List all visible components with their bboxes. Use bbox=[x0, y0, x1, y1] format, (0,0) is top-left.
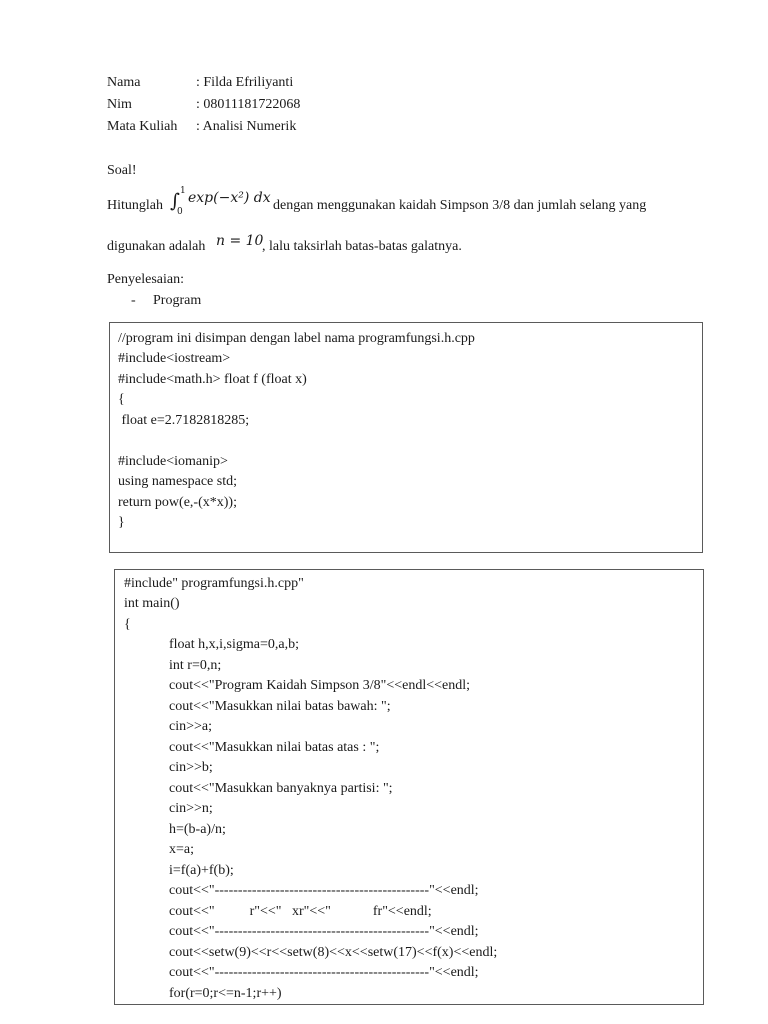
code-line: cout<<setw(9)<<r<<setw(8)<<x<<setw(17)<<f(x)<<endl; bbox=[169, 945, 498, 960]
name-value: : Filda Efriliyanti bbox=[196, 75, 294, 90]
integral-upper-bound: 1 bbox=[180, 186, 186, 196]
code-line: cin>>b; bbox=[169, 760, 213, 775]
code-line: float h,x,i,sigma=0,a,b; bbox=[169, 637, 299, 652]
code-line: h=(b-a)/n; bbox=[169, 822, 226, 837]
code-line: cout<<"Masukkan banyaknya partisi: "; bbox=[169, 781, 393, 796]
code-line: using namespace std; bbox=[118, 474, 237, 489]
code-line: cout<<"----------------------------------------------"<<endl; bbox=[169, 965, 479, 980]
code-box-header-file bbox=[109, 322, 703, 553]
course-value: : Analisi Numerik bbox=[196, 119, 297, 134]
solution-title: Penyelesaian: bbox=[107, 272, 184, 287]
code-line: float e=2.7182818285; bbox=[118, 413, 250, 428]
code-line: cout<<"Masukkan nilai batas bawah: "; bbox=[169, 699, 391, 714]
code-line: cout<<"----------------------------------------------"<<endl; bbox=[169, 924, 479, 939]
integral-lower-bound: 0 bbox=[177, 207, 183, 217]
n-expression: n = 10 bbox=[216, 233, 264, 249]
bullet-dash: - bbox=[131, 293, 136, 308]
code-line: { bbox=[118, 392, 125, 407]
code-line: for(r=0;r<=n-1;r++) bbox=[169, 986, 282, 1001]
code-line: return pow(e,-(x*x)); bbox=[118, 495, 237, 510]
code-line: cout<<"Program Kaidah Simpson 3/8"<<endl<<endl; bbox=[169, 678, 471, 693]
course-label: Mata Kuliah bbox=[107, 119, 178, 134]
code-line: { bbox=[124, 617, 131, 632]
code-line: cin>>n; bbox=[169, 801, 213, 816]
code-line: cin>>a; bbox=[169, 719, 212, 734]
code-line: int r=0,n; bbox=[169, 658, 222, 673]
code-line: cout<<"Masukkan nilai batas atas : "; bbox=[169, 740, 380, 755]
code-line: #include<math.h> float f (float x) bbox=[118, 372, 307, 387]
code-line: //program ini disimpan dengan label nama programfungsi.h.cpp bbox=[118, 331, 475, 346]
code-line: #include" programfungsi.h.cpp" bbox=[124, 576, 304, 591]
nim-label: Nim bbox=[107, 97, 132, 112]
question-line2-before: digunakan adalah bbox=[107, 239, 206, 254]
question-title: Soal! bbox=[107, 163, 137, 178]
code-line: cout<<" r"<<" xr"<<" fr"<<endl; bbox=[169, 904, 432, 919]
code-line: x=a; bbox=[169, 842, 194, 857]
integral-sign: ∫ bbox=[170, 190, 180, 212]
code-line: i=f(a)+f(b); bbox=[169, 863, 234, 878]
code-line: } bbox=[118, 515, 125, 530]
code-box-main-program bbox=[114, 569, 704, 1005]
nim-value: : 08011181722068 bbox=[196, 97, 301, 112]
integrand: exp(−x²) dx bbox=[188, 190, 271, 206]
question-line1-after: dengan menggunakan kaidah Simpson 3/8 dan jumlah selang yang bbox=[273, 198, 647, 213]
bullet-label-program: Program bbox=[153, 293, 202, 308]
name-label: Nama bbox=[107, 75, 141, 90]
code-line: #include<iomanip> bbox=[118, 454, 228, 469]
code-line: cout<<"----------------------------------------------"<<endl; bbox=[169, 883, 479, 898]
code-line: int main() bbox=[124, 596, 180, 611]
question-line2-after: , lalu taksirlah batas-batas galatnya. bbox=[262, 239, 462, 254]
question-line1-before: Hitunglah bbox=[107, 198, 163, 213]
code-line: #include<iostream> bbox=[118, 351, 231, 366]
